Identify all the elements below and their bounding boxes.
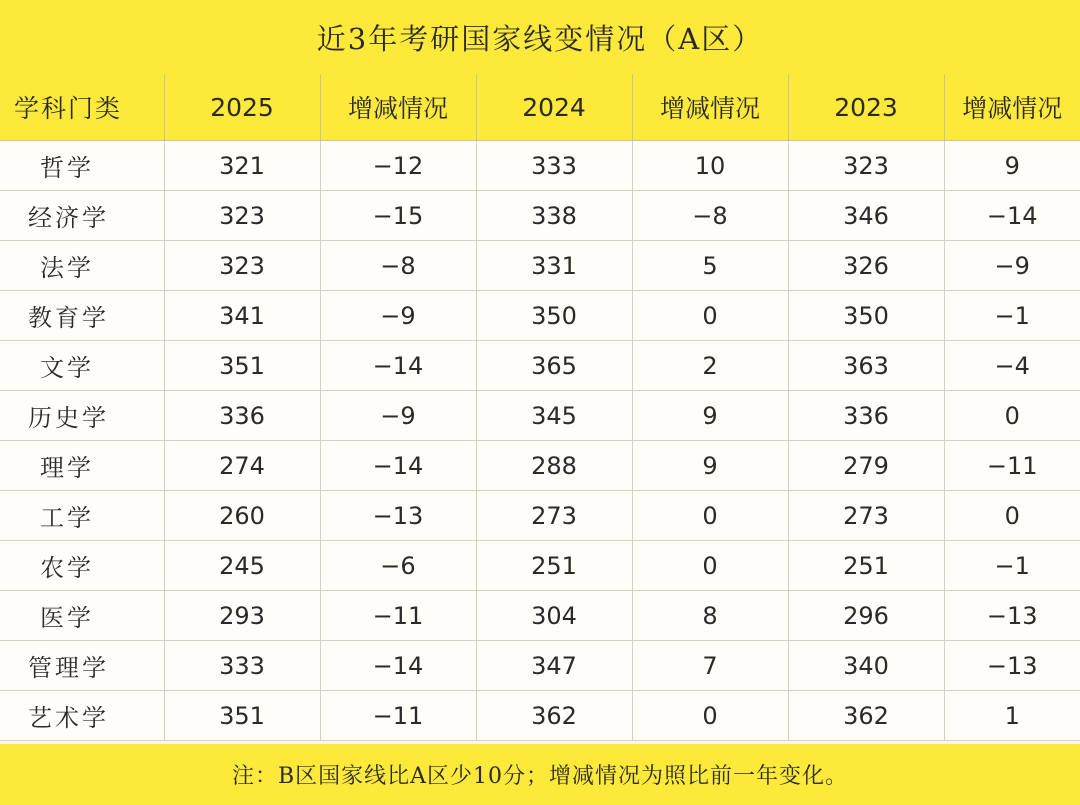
change-2023: −13 [944, 591, 1080, 641]
subject-cell: 农学 [0, 541, 164, 591]
subject-cell: 历史学 [0, 391, 164, 441]
subject-cell: 法学 [0, 241, 164, 291]
score-2025: 351 [164, 341, 320, 391]
change-2023: 9 [944, 141, 1080, 191]
score-2023: 279 [788, 441, 944, 491]
change-2025: −9 [320, 291, 476, 341]
score-2025: 336 [164, 391, 320, 441]
table-row [0, 291, 1080, 341]
score-2024: 350 [476, 291, 632, 341]
change-2025: −8 [320, 241, 476, 291]
table-row [0, 441, 1080, 491]
table-row [0, 641, 1080, 691]
score-2023: 323 [788, 141, 944, 191]
score-2025: 260 [164, 491, 320, 541]
header-2023: 2023 [788, 74, 944, 141]
subject-cell: 管理学 [0, 641, 164, 691]
table-row [0, 141, 1080, 191]
change-2024: 7 [632, 641, 788, 691]
footnote: 注：B区国家线比A区少10分；增减情况为照比前一年变化。 [231, 764, 849, 789]
change-2024: 10 [632, 141, 788, 191]
subject-cell: 理学 [0, 441, 164, 491]
subject-cell: 艺术学 [0, 691, 164, 741]
change-2024: 9 [632, 441, 788, 491]
score-2023: 326 [788, 241, 944, 291]
change-2023: 0 [944, 491, 1080, 541]
change-2024: 2 [632, 341, 788, 391]
change-2025: −14 [320, 441, 476, 491]
score-2023: 296 [788, 591, 944, 641]
score-2025: 323 [164, 191, 320, 241]
score-2023: 336 [788, 391, 944, 441]
change-2024: 5 [632, 241, 788, 291]
score-2025: 245 [164, 541, 320, 591]
subject-cell: 工学 [0, 491, 164, 541]
header-2024: 2024 [476, 74, 632, 141]
table-row [0, 491, 1080, 541]
header-change-2024: 增减情况 [632, 74, 788, 141]
score-2025: 341 [164, 291, 320, 341]
change-2023: 1 [944, 691, 1080, 741]
score-2025: 293 [164, 591, 320, 641]
change-2025: −12 [320, 141, 476, 191]
score-2023: 273 [788, 491, 944, 541]
table-row [0, 591, 1080, 641]
subject-cell: 医学 [0, 591, 164, 641]
table-row [0, 241, 1080, 291]
score-2024: 365 [476, 341, 632, 391]
change-2024: −8 [632, 191, 788, 241]
score-2024: 333 [476, 141, 632, 191]
score-2023: 362 [788, 691, 944, 741]
change-2025: −11 [320, 691, 476, 741]
change-2024: 8 [632, 591, 788, 641]
change-2025: −9 [320, 391, 476, 441]
score-2024: 331 [476, 241, 632, 291]
footnote-banner [0, 744, 1080, 805]
score-2024: 288 [476, 441, 632, 491]
score-2024: 345 [476, 391, 632, 441]
change-2024: 0 [632, 691, 788, 741]
score-2024: 251 [476, 541, 632, 591]
header-change-2023: 增减情况 [944, 74, 1080, 141]
score-2024: 304 [476, 591, 632, 641]
header-row [0, 74, 1080, 141]
score-2023: 340 [788, 641, 944, 691]
score-2025: 321 [164, 141, 320, 191]
change-2025: −6 [320, 541, 476, 591]
table-row [0, 191, 1080, 241]
score-2025: 351 [164, 691, 320, 741]
change-2025: −15 [320, 191, 476, 241]
change-2024: 9 [632, 391, 788, 441]
score-2025: 323 [164, 241, 320, 291]
page-title: 近3年考研国家线变情况（A区） [316, 21, 764, 56]
score-table [0, 74, 1080, 741]
table-row [0, 391, 1080, 441]
subject-cell: 经济学 [0, 191, 164, 241]
change-2023: −11 [944, 441, 1080, 491]
change-2025: −11 [320, 591, 476, 641]
table-row [0, 541, 1080, 591]
change-2025: −14 [320, 641, 476, 691]
change-2024: 0 [632, 541, 788, 591]
change-2023: −13 [944, 641, 1080, 691]
change-2023: 0 [944, 391, 1080, 441]
table-body [0, 141, 1080, 741]
score-2023: 346 [788, 191, 944, 241]
subject-cell: 哲学 [0, 141, 164, 191]
score-2024: 273 [476, 491, 632, 541]
score-2025: 274 [164, 441, 320, 491]
header-change-2025: 增减情况 [320, 74, 476, 141]
change-2023: −9 [944, 241, 1080, 291]
subject-cell: 文学 [0, 341, 164, 391]
score-2024: 347 [476, 641, 632, 691]
score-2023: 363 [788, 341, 944, 391]
change-2023: −4 [944, 341, 1080, 391]
change-2025: −14 [320, 341, 476, 391]
change-2023: −1 [944, 541, 1080, 591]
score-2024: 362 [476, 691, 632, 741]
header-subject: 学科门类 [0, 74, 164, 141]
change-2025: −13 [320, 491, 476, 541]
subject-cell: 教育学 [0, 291, 164, 341]
score-2023: 251 [788, 541, 944, 591]
change-2023: −1 [944, 291, 1080, 341]
score-2023: 350 [788, 291, 944, 341]
table-row [0, 341, 1080, 391]
change-2023: −14 [944, 191, 1080, 241]
header-2025: 2025 [164, 74, 320, 141]
table-row [0, 691, 1080, 741]
score-2024: 338 [476, 191, 632, 241]
title-banner [0, 0, 1080, 74]
change-2024: 0 [632, 491, 788, 541]
score-2025: 333 [164, 641, 320, 691]
change-2024: 0 [632, 291, 788, 341]
